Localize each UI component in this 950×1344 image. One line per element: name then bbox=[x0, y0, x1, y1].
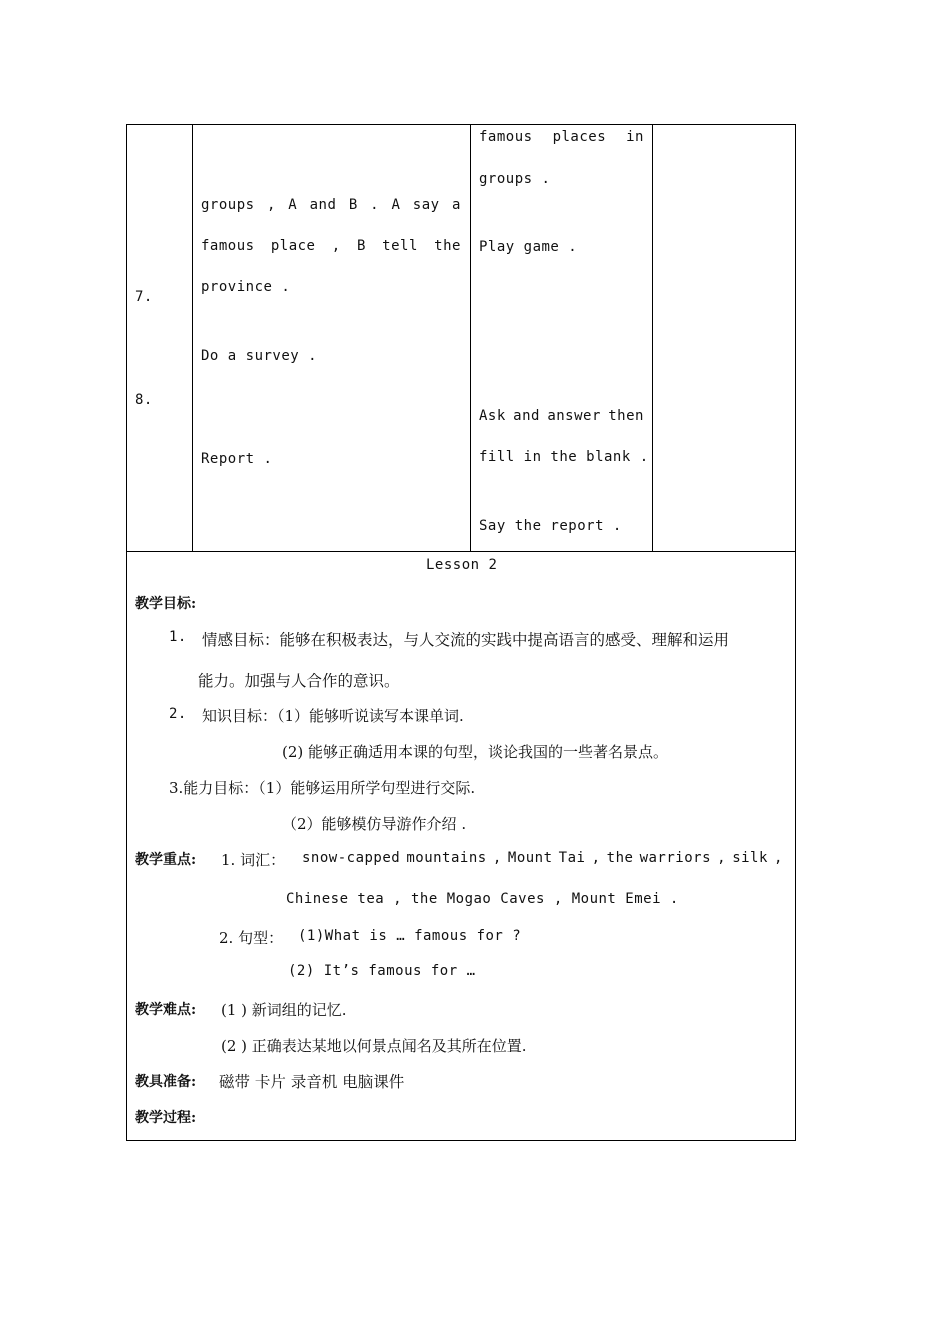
step-number-7: 7. bbox=[135, 289, 153, 305]
student-line-1 bbox=[479, 129, 644, 145]
student-say: Say the report . bbox=[479, 518, 622, 534]
word: , bbox=[591, 850, 601, 866]
teacher-line-3: province . bbox=[201, 279, 291, 295]
prep-label: 教具准备: bbox=[135, 1074, 197, 1090]
difficulty-label: 教学难点: bbox=[135, 1002, 197, 1018]
word: Tai bbox=[558, 850, 586, 866]
objective-1-text: 情感目标：能够在积极表达，与人交流的实践中提高语言的感受、理解和运用 bbox=[202, 631, 730, 649]
objective-2-text: 知识目标：（1）能够听说读写本课单词. bbox=[202, 707, 464, 725]
word: snow-capped bbox=[302, 850, 401, 866]
table-row-divider bbox=[126, 551, 796, 552]
word: , bbox=[717, 850, 727, 866]
word: silk bbox=[732, 850, 768, 866]
student-fill: fill in the blank . bbox=[479, 449, 649, 465]
word: and bbox=[309, 197, 337, 213]
key-points-sentence: (1)What is … famous for ? bbox=[298, 928, 522, 944]
difficulty-2: (2 ) 正确表达某地以何景点闻名及其所在位置. bbox=[221, 1037, 527, 1055]
word: tell bbox=[382, 238, 418, 254]
column-divider-1 bbox=[192, 124, 193, 552]
step-number-8: 8. bbox=[135, 392, 153, 408]
table-border-bottom bbox=[126, 1140, 796, 1141]
objective-1-continued: 能力。加强与人合作的意识。 bbox=[198, 672, 400, 690]
word: famous bbox=[201, 238, 255, 254]
word: Ask bbox=[479, 408, 506, 424]
process-label: 教学过程: bbox=[135, 1110, 197, 1126]
objective-2-number: 2. bbox=[169, 706, 187, 722]
word: then bbox=[608, 408, 644, 424]
column-divider-3 bbox=[652, 124, 653, 552]
word: mountains bbox=[406, 850, 487, 866]
word: groups bbox=[201, 197, 255, 213]
word: , bbox=[266, 197, 276, 213]
word: B bbox=[356, 238, 366, 254]
prep-text: 磁带 卡片 录音机 电脑课件 bbox=[219, 1073, 405, 1091]
word: . bbox=[370, 197, 380, 213]
word: the bbox=[434, 238, 461, 254]
table-border-right bbox=[795, 124, 796, 1141]
objectives-label: 教学目标: bbox=[135, 596, 197, 612]
objective-2-sub: (2) 能够正确适用本课的句型，谈论我国的一些著名景点。 bbox=[282, 743, 669, 761]
student-play: Play game . bbox=[479, 239, 578, 255]
teacher-line-2 bbox=[201, 238, 461, 254]
key-points-label: 教学重点: bbox=[135, 852, 197, 868]
word: Mount bbox=[507, 850, 553, 866]
lesson-title: Lesson 2 bbox=[426, 557, 498, 573]
word: say bbox=[412, 197, 440, 213]
student-line-2: groups . bbox=[479, 171, 551, 187]
key-points-sentence-sub: (2) It’s famous for … bbox=[288, 963, 476, 979]
table-border-left bbox=[126, 124, 127, 1141]
word: A bbox=[288, 197, 298, 213]
teacher-report: Report . bbox=[201, 451, 273, 467]
word: warriors bbox=[639, 850, 712, 866]
word: place bbox=[270, 238, 316, 254]
difficulty-1: (1 ) 新词组的记忆. bbox=[221, 1001, 347, 1019]
teacher-line-1 bbox=[201, 197, 461, 213]
word: B bbox=[348, 197, 358, 213]
objective-3-text: 3.能力目标：（1）能够运用所学句型进行交际. bbox=[169, 779, 476, 797]
table-border-top bbox=[126, 124, 796, 125]
word: , bbox=[331, 238, 341, 254]
word: A bbox=[391, 197, 401, 213]
word: in bbox=[626, 129, 644, 145]
key-points-vocab-continued: Chinese tea , the Mogao Caves , Mount Emei . bbox=[286, 891, 679, 907]
word: answer bbox=[547, 408, 601, 424]
student-ask bbox=[479, 408, 644, 424]
objective-1-number: 1. bbox=[169, 629, 187, 645]
word: the bbox=[606, 850, 634, 866]
word: places bbox=[552, 129, 607, 145]
key-points-sentence-prefix: 2. 句型： bbox=[219, 929, 284, 947]
key-points-vocab bbox=[302, 850, 783, 866]
word: a bbox=[451, 197, 461, 213]
teacher-survey: Do a survey . bbox=[201, 348, 318, 364]
word: and bbox=[513, 408, 540, 424]
word: famous bbox=[479, 129, 533, 145]
word: , bbox=[492, 850, 502, 866]
objective-3-sub: （2）能够模仿导游作介绍 . bbox=[282, 815, 467, 833]
word: , bbox=[774, 850, 783, 866]
column-divider-2 bbox=[470, 124, 471, 552]
key-points-vocab-prefix: 1. 词汇： bbox=[221, 851, 286, 869]
